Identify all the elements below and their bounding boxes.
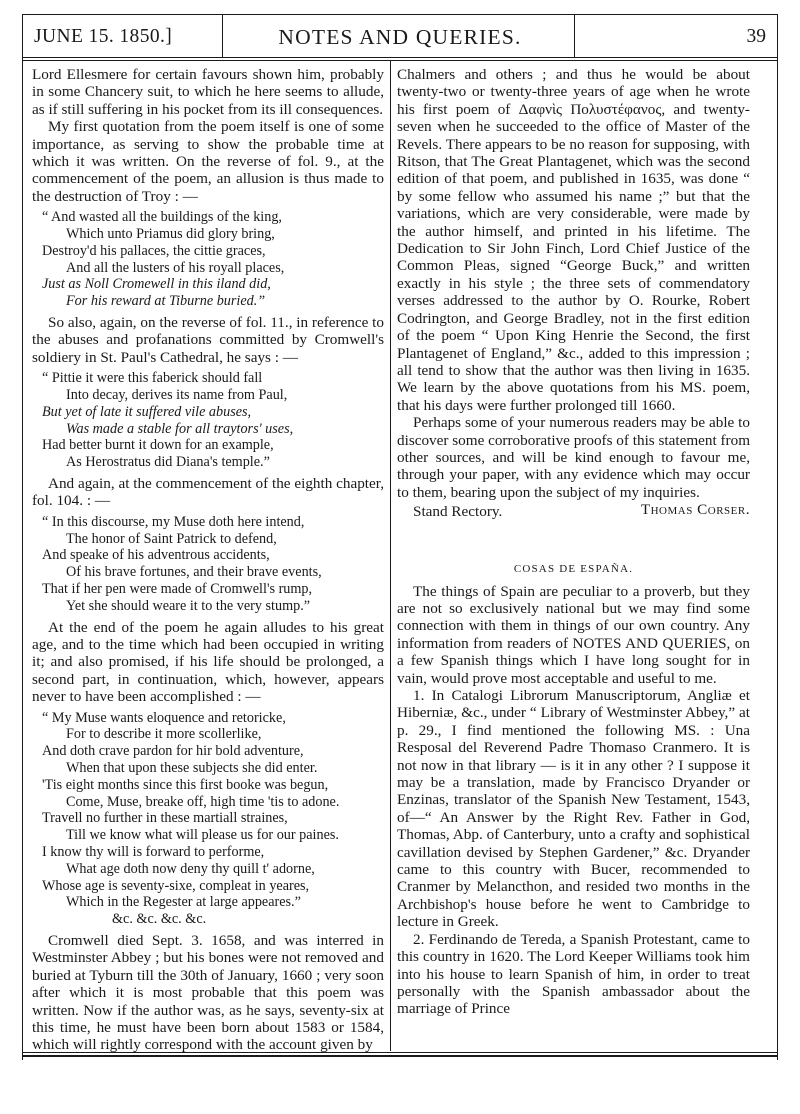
verse-line: Which unto Priamus did glory bring, — [66, 226, 275, 243]
header-rule-double-bottom — [22, 60, 778, 61]
paragraph: My first quotation from the poem itself is one of some importance, as serving to show the probable time at which it was written. On the reverse of fol. 9., at the commencement of the poem, an allusion is thus made to the destruction of Troy : — — [32, 118, 384, 205]
verse-line: Whose age is seventy-sixe, compleat in yeares, — [42, 877, 310, 894]
right-column — [397, 66, 750, 1018]
paragraph: So also, again, on the reverse of fol. 11., in reference to the abuses and profanations committed by Cromwell's soldiery in St. Paul's Cathedral, he says : — — [32, 314, 384, 366]
page-number: 39 — [746, 26, 766, 47]
paragraph: And again, at the commencement of the eighth chapter, fol. 104. : — — [32, 475, 384, 510]
verse-line: For to describe it more scollerlike, — [66, 726, 262, 743]
verse-line: That if her pen were made of Cromwell's rump, — [42, 581, 313, 598]
verse-line: And all the lusters of his royall places, — [66, 259, 285, 276]
verse-line: Of his brave fortunes, and their brave events, — [66, 564, 322, 581]
verse-line: Destroy'd his pallaces, the cittie graces, — [42, 242, 266, 259]
header-rule-double-top — [22, 57, 778, 58]
verse-line: When that upon these subjects she did enter. — [66, 760, 318, 777]
verse-block — [32, 370, 384, 471]
paragraph: Cromwell died Sept. 3. 1658, and was interred in Westminster Abbey ; but his bones were not removed and buried at Tyburn till the 30th of January, 1660 ; very soon after which it is most probable that this poem was written. Now if the author was, as he says, seventy-six at this time, he must have been born about 1583 or 1584, which will rightly correspond with the account given by — [32, 932, 384, 1054]
top-rule — [22, 14, 778, 15]
verse-line: Had better burnt it down for an example, — [42, 437, 274, 454]
paragraph: Lord Ellesmere for certain favours shown him, probably in some Chancery suit, to which he here seems to allude, as if still suffering in his pocket from its ill consequences. — [32, 66, 384, 118]
bottom-rule-2 — [22, 1055, 778, 1057]
header-title: NOTES AND QUERIES. — [278, 25, 522, 49]
header-date: JUNE 15. 1850.] — [34, 26, 173, 47]
verse-line: Which in the Regester at large appeares.” — [66, 894, 301, 911]
verse-block — [32, 514, 384, 615]
verse-line: For his reward at Tiburne buried.” — [66, 293, 266, 310]
paragraph: Chalmers and others ; and thus he would be about twenty-two or twenty-three years of age when he wrote his first poem of Δαφνὶς Πολυστέφανος, and twenty-seven when he succeeded to the office of Master of the Revels. There appears to be no reason for supposing, with Ritson, that The Great Plantagenet, which was the second edition of that poem, and published in 1635, was done “ by some fellow who assumed his name ;” but that the variations, which are very considerable, were made by the author himself, and printed in his lifetime. The Dedication to Sir John Finch, Lord Chief Justice of the Common Pleas, signed “George Buck,” and written exactly in his style ; the three sets of commendatory verses addressed to the author by O. Rourke, Robert Codrington, and George Bradley, not in the first edition of the poem “ Upon King Henrie the Second, the first Plantagenet of England,” &c., added to this impression ; all tend to show that the author was then living in 1635. We learn by the above quotations from his MS. poem, that his days were further prolonged till 1660. — [397, 66, 750, 414]
verse-block — [32, 209, 384, 310]
verse-line: The honor of Saint Patrick to defend, — [66, 530, 277, 547]
verse-line: Into decay, derives its name from Paul, — [66, 387, 288, 404]
verse-line: 'Tis eight months since this first booke was begun, — [42, 776, 329, 793]
verse-line: I know thy will is forward to performe, — [42, 844, 265, 861]
verse-line: Come, Muse, breake off, high time 'tis to adone. — [66, 793, 340, 810]
verse-line: And doth crave pardon for hir bold adventure, — [42, 743, 304, 760]
verse-line: What age doth now deny thy quill t' adorne, — [66, 860, 315, 877]
place-line: Stand Rectory. — [413, 503, 503, 521]
paragraph: 1. In Catalogi Librorum Manuscriptorum, Angliæ et Hiberniæ, &c., under “ Library of Westminster Abbey,” at p. 29., I find mentioned the following MS. : Una Resposal del Reverend Padre Thomaso Cranmero. It is not now in that library — is it in any other ? I suppose it may be a translation, made by Francisco Dryander or Enzinas, translator of the Spanish New Testament, 1543, of—“ An Answer by the Right Rev. Father in God, Thomas, Abp. of Canterbury, unto a crafty and sophistical cavillation devised by Stephen Gardener,” &c. Dryander came to this country with Bucer, recommended to Cranmer by Melancthon, and resided two months in the Archbishop's house before he went to Cambridge to lecture in Greek. — [397, 687, 750, 931]
verse-line: Till we know what will please us for our paines. — [66, 827, 339, 844]
verse-line: Was made a stable for all traytors' uses, — [66, 420, 294, 437]
verse-line: Yet she should weare it to the very stump.” — [66, 597, 311, 614]
verse-line: “ And wasted all the buildings of the king, — [42, 209, 282, 226]
column-divider-rule — [390, 61, 391, 1051]
section-heading: COSAS DE ESPAÑA. — [513, 562, 634, 575]
left-column — [32, 66, 384, 1054]
verse-line: Travell no further in these martiall straines, — [42, 810, 288, 827]
paragraph: The things of Spain are peculiar to a proverb, but they are not so exclusively national but we may find some connection with them in things of our own country. Any information from readers of NOTES AND QUERIES, on a few Spanish things which I have long sought for in vain, would prove most acceptable and useful to me. — [397, 582, 750, 687]
verse-line: Just as Noll Cromewell in this iland did, — [42, 276, 271, 293]
verse-line: “ In this discourse, my Muse doth here intend, — [42, 513, 305, 530]
verse-line: But yet of late it suffered vile abuses, — [42, 403, 252, 420]
paragraph: At the end of the poem he again alludes to his great age, and to the time which had been occupied in writing it; and also promised, if his life should be prolonged, a second part, in continuation, which, however, appears never to have been accomplished : — — [32, 618, 384, 706]
author-signature: Thomas Corser. — [640, 501, 750, 519]
verse-block — [32, 710, 384, 928]
left-border-rule — [22, 14, 23, 1060]
verse-line: &c. &c. &c. &c. — [112, 911, 207, 928]
verse-line: “ My Muse wants eloquence and retoricke, — [42, 709, 286, 726]
paragraph: 2. Ferdinando de Tereda, a Spanish Protestant, came to this country in 1620. The Lord Keeper Williams took him into his house to learn Spanish of him, in order to treat personally with the Spanish ambassador about the marriage of Prince — [397, 930, 750, 1018]
right-border-rule — [777, 14, 778, 1060]
verse-line: And speake of his adventrous accidents, — [42, 547, 270, 564]
paragraph-text: Perhaps some of your numerous readers may be able to discover some corroborative proofs of this statement from other sources, and will be kind enough to favour me, through your paper, with any evidence which may occur to them, bearing upon the subject of my inquiries. — [397, 414, 751, 501]
verse-line: As Herostratus did Diana's temple.” — [66, 454, 270, 471]
verse-line: “ Pittie it were this faberick should fall — [42, 370, 263, 387]
